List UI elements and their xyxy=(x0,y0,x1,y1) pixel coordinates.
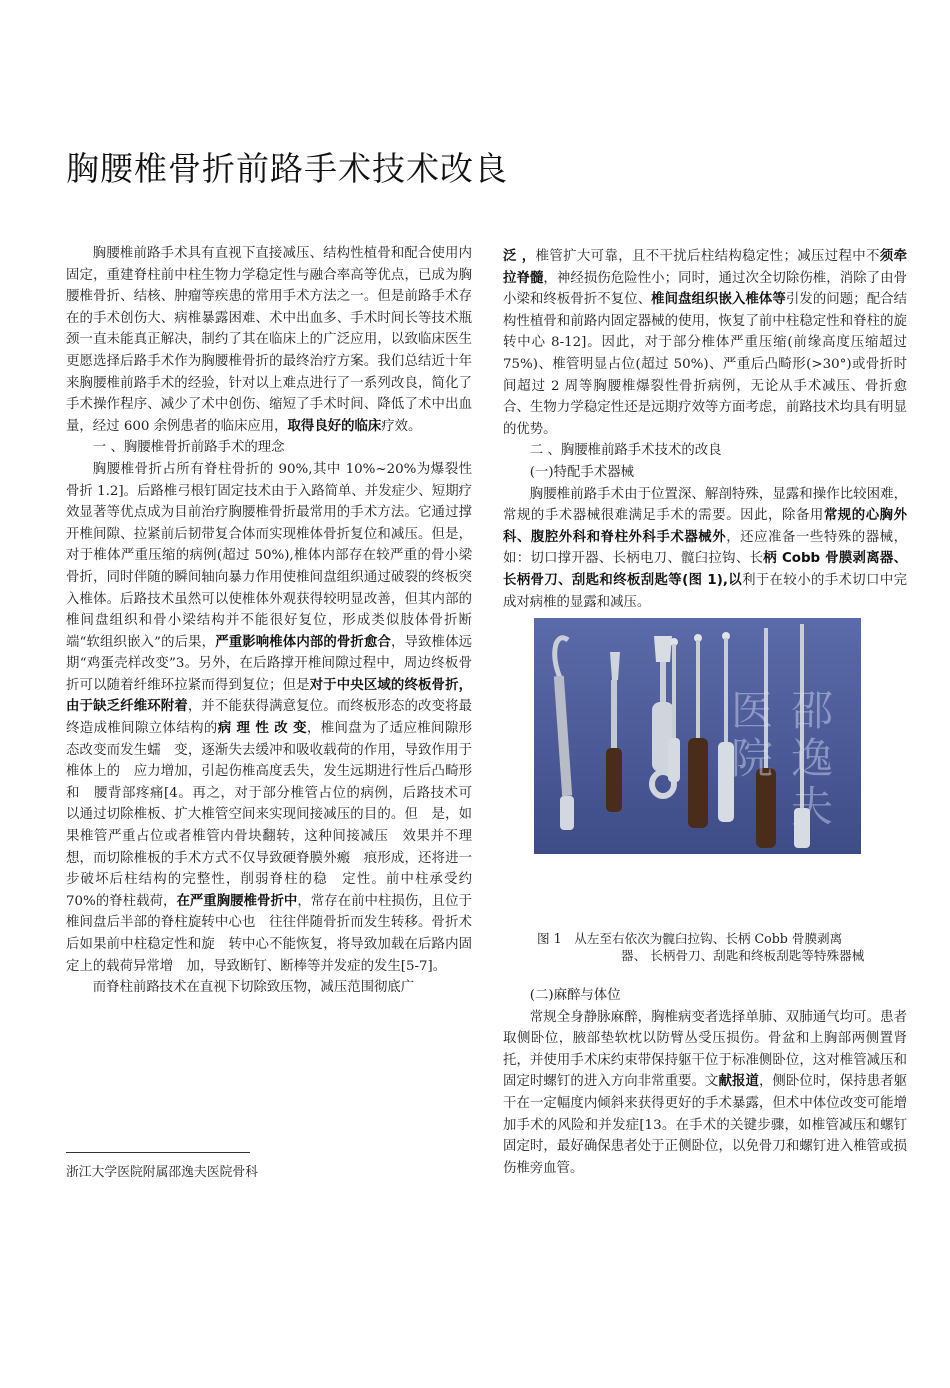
paragraph-instruments xyxy=(503,484,907,614)
bold-text: 献报道 xyxy=(718,1074,759,1090)
paragraph-concept xyxy=(66,459,486,977)
bold-text: 对于中央区域的终板骨折，由于缺乏纤维环附着 xyxy=(66,677,472,715)
right-column-lower xyxy=(503,985,907,1179)
background-text: 邵逸夫医院 xyxy=(725,688,834,832)
text: 胸腰椎前路手术具有直视下直接减压、结构性植骨和配合使用内固定，重建脊柱前中柱生物力学稳定性与融合率高等优点，已成为胸腰椎骨折、结核、肿瘤等疾患的常用手术方法之一。但是前路手术存在的手术创伤大、病椎暴露困难、术中出血多、手术时间长等技术瓶颈一直未能真正解决，制约了其在临床上的广泛应用，以致临床医生更愿选择后路手术作为胸腰椎骨折的最终治疗方案。我们总结近十年来胸腰椎前路手术的经验，针对以上难点进行了一系列改良，简化了手术操作程序、减少了术中创伤、缩短了手术时间、降低了术中出血量，经过 600 余例患者的临床应用， xyxy=(66,246,472,434)
footnote-affiliation: 浙江大学医院附属邵逸夫医院骨科 xyxy=(66,1165,258,1180)
bold-text: 严重影响椎体内部的骨折愈合 xyxy=(215,634,391,650)
text: ，常存在前中柱损伤，且位于椎间盘后半部的脊柱旋转中心也 往往伴随骨折而发生转移。骨折术后如果前中柱稳定性和旋 转中心不能恢复，将导致加载在后路内固定上的载荷异常增 加，导致断钉、断棒等并发症的发生[5-7]。 xyxy=(66,893,473,974)
bold-text: 在严重胸腰椎骨折中 xyxy=(176,893,298,909)
bold-text: 泛 ， xyxy=(503,249,536,264)
section-heading-2: 二 、胸腰椎前路手术技术的改良 xyxy=(529,443,722,459)
section-heading-1: 一 、胸腰椎骨折前路手术的理念 xyxy=(92,440,285,456)
bold-text: 常规的心胸外科、腹腔外科和脊柱外科手术器械外 xyxy=(503,508,908,545)
text: 疗效。 xyxy=(381,418,422,434)
text: ，神经损伤危险性小；同时，通过次全切除伤椎，消除了由骨小梁和终板骨折不复位、 xyxy=(503,270,908,308)
bold-text: 病 理 性 改 变 xyxy=(217,721,307,737)
footnote-rule xyxy=(66,1152,250,1153)
subsection-heading-anesthesia: (二)麻醉与体位 xyxy=(529,988,621,1003)
cobb-elevator xyxy=(606,652,622,812)
bold-text: 椎间盘组织嵌入椎体等 xyxy=(651,292,786,308)
text: ，还应准备一些特殊的器械，如：切口撑开器、长柄电刀、髋臼拉钩、长 xyxy=(503,529,908,567)
subsection-heading-instruments: (一)特配手术器械 xyxy=(529,464,634,480)
paragraph-anesthesia xyxy=(503,1007,907,1180)
text: 椎管扩大可靠，且不干扰后柱结构稳定性；减压过程中不 xyxy=(535,249,880,264)
text: ，椎间盘为了适应椎间隙形态改变而发生蠕 变，逐渐失去缓冲和吸收载荷的作用，导致作用于椎体上的 应力增加，引起伤椎高度丢失，发生远期进行性后凸畸形和 腰背部疼痛[4。再之，对于部分椎管占位的病例，后路技术可 以通过切除椎板、扩大椎管空间来实现间接减压的目的。但 是，如果椎管严重占位或者椎管内骨块翻转，这种间接减压 效果并不理想，而切除椎板的手术方式不仅导致硬脊膜外瘢 痕形成，还将进一步破坏后柱结构的完整性，削弱脊柱的稳 定性。前中柱承受约 70%的脊柱载荷， xyxy=(66,721,486,909)
hip-retractor xyxy=(554,638,574,830)
caption-line-2: 器、 长柄骨刀、刮匙和终板刮匙等特殊器械 xyxy=(621,948,865,963)
text: 利于在较小的手术切口中完成对病椎的显露和减压。 xyxy=(503,572,908,610)
figure-1-instruments-photo xyxy=(534,618,861,854)
bold-text: 取得良好的临床 xyxy=(287,418,382,434)
text: 胸腰椎前路手术由于位置深、解剖特殊，显露和操作比较困难，常规的手术器械很难满足手术的需要。因此，除备用 xyxy=(503,486,907,524)
paragraph-continued xyxy=(503,246,907,440)
left-column xyxy=(66,243,486,999)
paragraph-intro xyxy=(66,243,472,437)
bold-text: 柄 Cobb 骨膜剥离器、长柄骨刀、刮匙和终板刮匙等(图 1),以 xyxy=(503,551,907,588)
text: 引发的问题；配合结构性植骨和前路内固定器械的使用，恢复了前中柱稳定性和脊柱的旋转中心 8-12]。因此，对于部分椎体严重压缩(前缘高度压缩超过 75%)、椎管明显占位(超过 50%)、严重后凸畸形(>30°)或骨折时间超过 2 周等胸腰椎爆裂性骨折病例，无论从手术减压、骨折愈合、生物力学稳定性还是远期疗效等方面考虑，前路技术均具有明显的优势。 xyxy=(503,292,908,437)
text: 胸腰椎骨折占所有脊柱骨折的 90%,其中 10%~20%为爆裂性骨折 1.2]。后路椎弓根钉固定技术由于入路简单、并发症少、短期疗效显著等优点成为目前治疗胸腰椎骨折最常用的手术方法。它通过撑开椎间隙、拉紧前后韧带复合体而实现椎体骨折复位和减压。但是，对于椎体严重压缩的病例(超过 50%),椎体内部存在较严重的骨小梁骨折，同时伴随的瞬间轴向暴力作用使椎间盘组织通过破裂的终板突入椎体。后路技术虽然可以使椎体外观获得较明显改善，但其内部的椎间盘组织和骨小梁结构并不能很好复位，形成类似肢体骨折断端“软组织嵌入”的后果， xyxy=(66,461,472,650)
caption-line-1: 图 1 从左至右依次为髋臼拉钩、长柄 Cobb 骨膜剥离 xyxy=(537,931,843,946)
text: ，导致椎体远期“鸡蛋壳样改变”3。另外，在后路撑开椎间隙过程中，周边终板骨折可以随着纤维环拉紧而得到复位；但是 xyxy=(66,634,472,693)
text: ，侧卧位时，保持患者躯干在一定幅度内倾斜来获得更好的手术暴露，但术中体位改变可能增加手术的风险和并发症[13。在手术的关键步骤，如椎管减压和螺钉固定时，最好确保患者处于正侧卧位，以免骨刀和螺钉进入椎管或损伤椎旁血管。 xyxy=(503,1074,908,1176)
text: ，并不能获得满意复位。而终板形态的改变将最终造成椎间隙立体结构的 xyxy=(66,699,472,737)
curette-2 xyxy=(688,634,708,828)
page-title: 胸腰椎骨折前路手术技术改良 xyxy=(66,149,508,188)
bold-text: 须牵拉脊髓 xyxy=(503,249,908,286)
right-column xyxy=(503,246,907,613)
text: 常规全身静脉麻醉，胸椎病变者选择单肺、双肺通气均可。患者取侧卧位，腋部垫软枕以防臂丛受压损伤。骨盆和上胸部两侧置肾托，并使用手术床约束带保持躯干位于标准侧卧位，这对椎管减压和固定时螺钉的进入方向非常重要。文 xyxy=(503,1009,907,1090)
paragraph-anterior: 而脊柱前路技术在直视下切除致压物，减压范围彻底广 xyxy=(92,980,415,996)
figure-1-caption xyxy=(537,930,877,964)
